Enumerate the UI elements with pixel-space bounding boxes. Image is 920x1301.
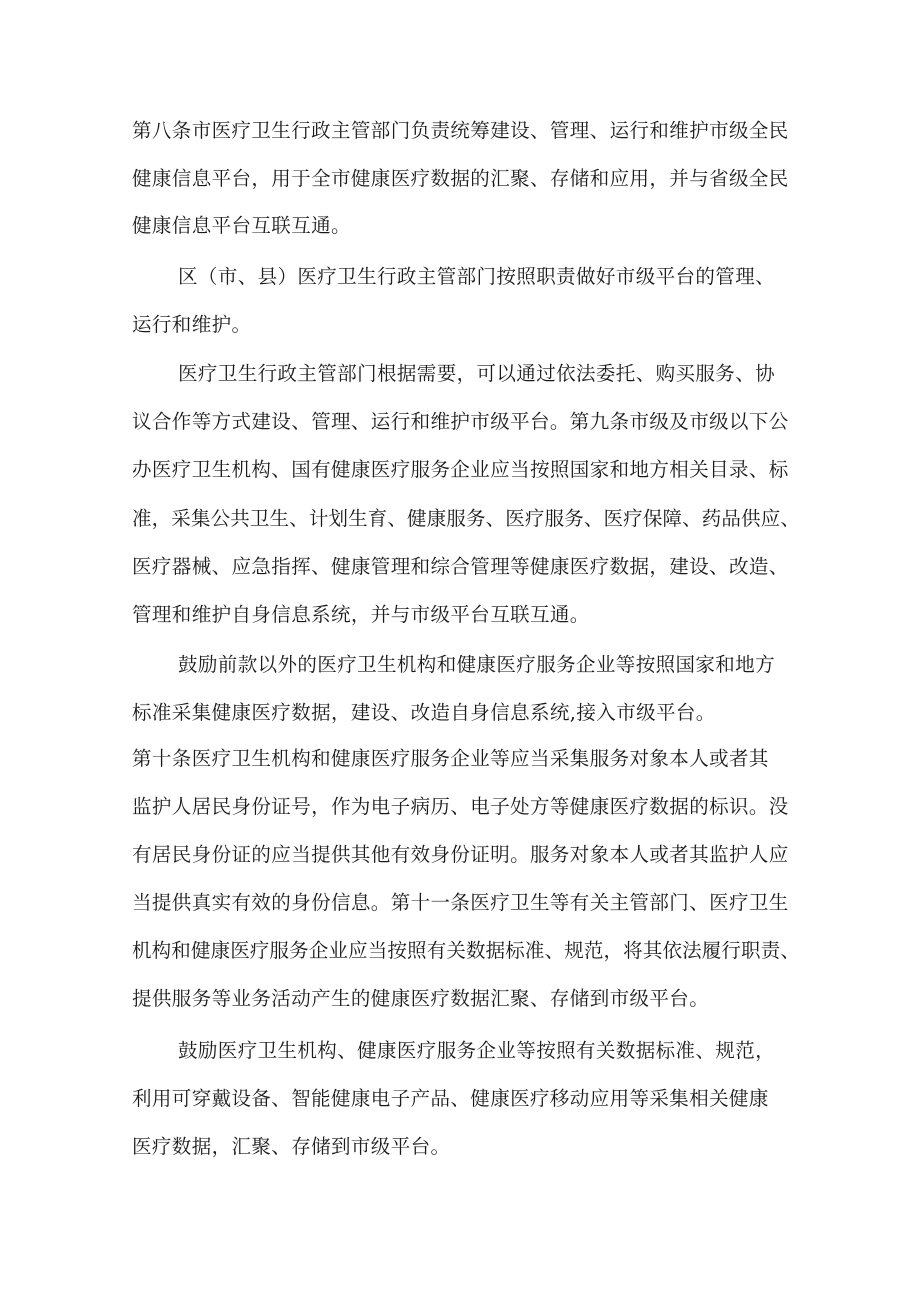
text-line: 机构和健康医疗服务企业应当按照有关数据标准、规范，将其依法履行职责、 xyxy=(132,939,800,962)
text-line: 运行和维护。 xyxy=(132,313,252,336)
text-line: 医疗器械、应急指挥、健康管理和综合管理等健康医疗数据，建设、改造、 xyxy=(132,555,789,578)
text-line: 鼓励前款以外的医疗卫生机构和健康医疗服务企业等按照国家和地方 xyxy=(178,653,776,676)
text-line: 区（市、县）医疗卫生行政主管部门按照职责做好市级平台的管理、 xyxy=(178,265,776,288)
text-line: 办医疗卫生机构、国有健康医疗服务企业应当按照国家和地方相关目录、标 xyxy=(132,458,789,481)
text-line: 第八条市医疗卫生行政主管部门负责统筹建设、管理、运行和维护市级全民 xyxy=(132,119,789,142)
text-line: 健康信息平台，用于全市健康医疗数据的汇聚、存储和应用，并与省级全民 xyxy=(132,167,789,190)
text-line: 提供服务等业务活动产生的健康医疗数据汇聚、存储到市级平台。 xyxy=(132,987,710,1010)
text-line: 有居民身份证的应当提供其他有效身份证明。服务对象本人或者其监护人应 xyxy=(132,843,789,866)
text-line: 鼓励医疗卫生机构、健康医疗服务企业等按照有关数据标准、规范， xyxy=(178,1039,776,1062)
text-line: 第十条医疗卫生机构和健康医疗服务企业等应当采集服务对象本人或者其 xyxy=(132,747,769,770)
text-line: 监护人居民身份证号，作为电子病历、电子处方等健康医疗数据的标识。没 xyxy=(132,795,789,818)
text-line: 议合作等方式建设、管理、运行和维护市级平台。第九条市级及市级以下公 xyxy=(132,410,789,433)
text-line: 医疗卫生行政主管部门根据需要，可以通过依法委托、购买服务、协 xyxy=(178,362,776,385)
text-line: 利用可穿戴设备、智能健康电子产品、健康医疗移动应用等采集相关健康 xyxy=(132,1087,769,1110)
text-line: 健康信息平台互联互通。 xyxy=(132,214,351,237)
text-line: 医疗数据，汇聚、存储到市级平台。 xyxy=(132,1135,451,1158)
text-line: 当提供真实有效的身份信息。第十一条医疗卫生等有关主管部门、医疗卫生 xyxy=(132,891,789,914)
text-line: 准，采集公共卫生、计划生育、健康服务、医疗服务、医疗保障、药品供应、 xyxy=(132,507,800,530)
text-line: 管理和维护自身信息系统，并与市级平台互联互通。 xyxy=(132,603,590,626)
text-line: 标准采集健康医疗数据，建设、改造自身信息系统,接入市级平台。 xyxy=(132,701,716,724)
